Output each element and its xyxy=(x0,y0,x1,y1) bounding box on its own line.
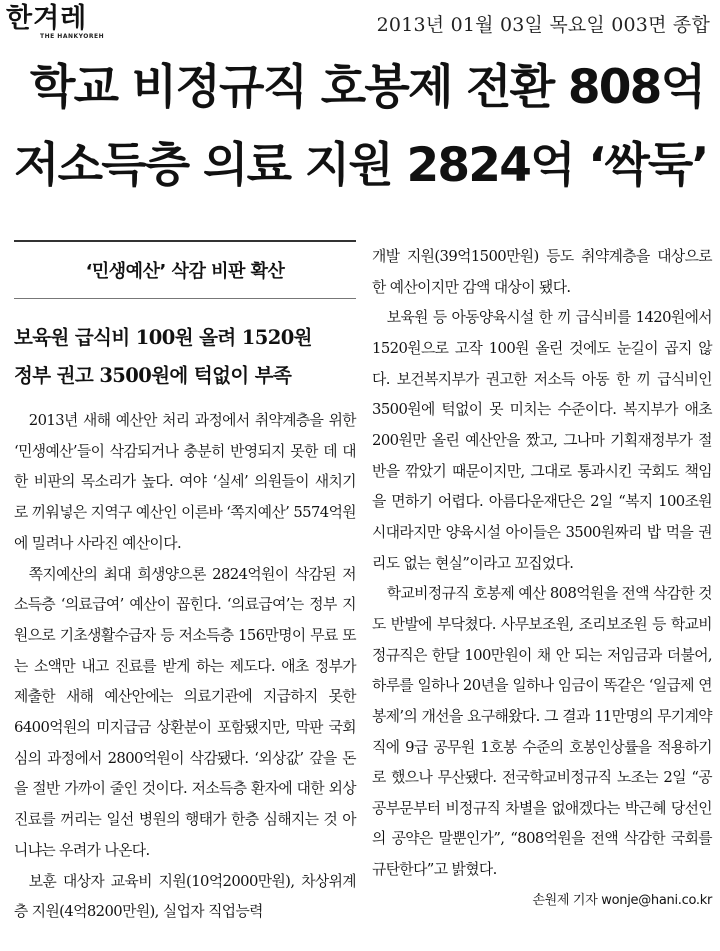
dateline: 2013년 01월 03일 목요일 003면 종합 xyxy=(376,14,710,36)
article-body-right xyxy=(372,242,712,916)
masthead xyxy=(0,0,720,50)
paragraph: 개발 지원(39억1500만원) 등도 취약계층을 대상으로 한 예산이지만 감액 대상이 됐다. xyxy=(372,248,712,296)
subhead-2: 정부 권고 3500원에 턱없이 부족 xyxy=(14,364,292,387)
paragraph: 보훈 대상자 교육비 지원(10억2000만원), 차상위계층 지원(4억8200만원), 실업자 직업능력 xyxy=(14,872,356,921)
kicker-text: ‘민생예산’ 삭감 비판 확산 xyxy=(85,261,285,282)
paragraph: 보육원 등 아동양육시설 한 끼 급식비를 1420원에서 1520원으로 고작 100원 올린 것에도 눈길이 곱지 않다. 보건복지부가 권고한 저소득 아동 한 끼 급식비인 3500원에 턱없이 못 미치는 수준이다. 복지부가 애초 200원만 올린 예산안을 짰고, 그나마 기획재정부가 절반을 깎았기 때문이지만, 그대로 통과시킨 국회도 책임을 면하기 어렵다. 아름다운재단은 2일 “복지 100조원 시대라지만 양육시설 아이들은 3500원짜리 밥 먹을 권리도 없는 현실”이라고 꼬집었다. xyxy=(372,309,712,572)
kicker xyxy=(14,240,356,299)
paragraph: 2013년 새해 예산안 처리 과정에서 취약계층을 위한 ‘민생예산’들이 삭감되거나 충분히 반영되지 못한 데 대한 비판의 목소리가 높다. 여야 ‘실세’ 의원들이 새치기로 끼워넣은 지역구 예산인 이른바 ‘쪽지예산’ 5574억원에 밀려나 사라진 예산이다. xyxy=(14,412,356,552)
headline-line-2: 저소득층 의료 지원 2824억 ‘싹둑’ xyxy=(14,138,708,193)
article-body-left xyxy=(14,406,356,928)
paragraph: 쪽지예산의 최대 희생양으론 2824억원이 삭감된 저소득층 ‘의료급여’ 예산이 꼽힌다. ‘의료급여’는 정부 지원으로 기초생활수급자 등 저소득층 156만명이 무료 또는 소액만 내고 진료를 받게 하는 제도다. 애초 정부가 제출한 새해 예산안에는 의료기관에 지급하지 못한 6400억원의 미지급금 상환분이 포함됐지만, 막판 국회 심의 과정에서 2800억원이 삭감됐다. ‘외상값’ 갚을 돈을 절반 가까이 줄인 것이다. 저소득층 환자에 대한 외상 진료를 꺼리는 일선 병원의 행태가 한층 심해지는 것 아니냐는 우려가 나온다. xyxy=(14,565,356,859)
paragraph: 학교비정규직 호봉제 예산 808억원을 전액 삭감한 것도 반발에 부닥쳤다. 사무보조원, 조리보조원 등 학교비정규직은 한달 100만원이 채 안 되는 저임금과 더불어, 하루를 일하나 20년을 일하나 임금이 똑같은 ‘일급제 연봉제’의 개선을 요구해왔다. 그 결과 11만명의 무기계약직에 9급 공무원 1호봉 수준의 호봉인상률을 적용하기로 했으나 무산됐다. 전국학교비정규직 노조는 2일 “공공부문부터 비정규직 차별을 없애겠다는 박근혜 당선인의 공약은 말뿐인가”, “808억원을 전액 삭감한 국회를 규탄한다”고 밝혔다. xyxy=(372,585,712,879)
newspaper-logo-subtitle: THE HANKYOREH xyxy=(40,33,105,40)
newspaper-logo: 한겨레 xyxy=(6,3,88,34)
subhead-1: 보육원 급식비 100원 올려 1520원 xyxy=(14,326,312,349)
byline: 손원제 기자 wonje@hani.co.kr xyxy=(532,892,712,908)
headline-line-1: 학교 비정규직 호봉제 전환 808억 xyxy=(30,60,705,115)
